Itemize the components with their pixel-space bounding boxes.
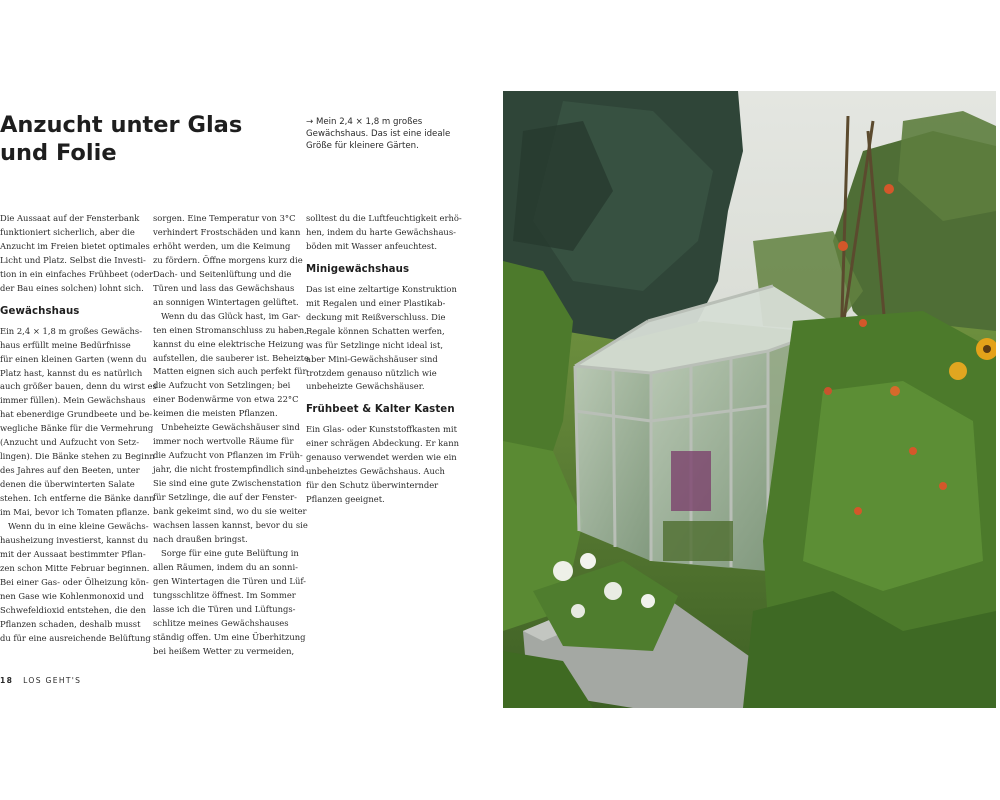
text-line: mit der Aussaat bestimmter Pflan- (0, 548, 146, 559)
text-line: hen, indem du harte Gewächshaus- (306, 226, 456, 237)
page-title-line-1: Anzucht unter Glas (0, 112, 243, 138)
text-line: lasse ich die Türen und Lüftungs- (153, 603, 296, 614)
text-line: die Aufzucht von Pflanzen im Früh- (153, 450, 303, 461)
text-line: schlitze meines Gewächshauses (153, 617, 289, 628)
text-line: bei heißem Wetter zu vermeiden, (153, 645, 295, 656)
running-section-title: LOS GEHT'S (23, 676, 82, 685)
text-line: für Setzlinge, die auf der Fenster- (153, 492, 297, 503)
gewaechshaus-paragraph (0, 325, 157, 646)
text-line: für einen kleinen Garten (wenn du (0, 353, 147, 364)
text-line: auch größer bauen, denn du wirst es (0, 381, 157, 392)
text-line: an sonnigen Wintertagen gelüftet. (153, 296, 299, 307)
greenhouse-photo (503, 91, 996, 708)
text-line: deckung mit Reißverschluss. Die (306, 311, 446, 322)
text-line: Pflanzen geeignet. (306, 494, 385, 505)
text-line: immer noch wertvolle Räume für (153, 436, 294, 447)
text-line: hat ebenerdige Grundbeete und be- (0, 409, 153, 420)
arrow-icon: → (306, 117, 314, 127)
text-line: ständig offen. Um eine Überhitzung (153, 631, 306, 642)
text-line: Ein Glas- oder Kunststoffkasten mit (306, 424, 457, 435)
text-line: hausheizung investierst, kannst du (0, 534, 149, 545)
text-line: böden mit Wasser anfeuchtest. (306, 240, 438, 251)
text-line: jahr, die nicht frostempfindlich sind. (153, 464, 308, 475)
text-line: stehen. Ich entferne die Bänke dann (0, 493, 155, 504)
text-line: ten einen Stromanschluss zu haben, (153, 324, 307, 335)
text-line: aber Mini-Gewächshäuser sind (306, 353, 438, 364)
text-line: Türen und lass das Gewächshaus (153, 282, 295, 293)
text-line: Wenn du in eine kleine Gewächs- (0, 521, 149, 532)
text-line: Sorge für eine gute Belüftung in (153, 547, 299, 558)
section-heading-fruehbeet: Frühbeet & Kalter Kasten (306, 404, 455, 416)
text-line: immer füllen). Mein Gewächshaus (0, 395, 146, 406)
text-line: Dach- und Seitenlüftung und die (153, 268, 292, 279)
text-line: nach draußen bringst. (153, 533, 248, 544)
text-line: kannst du eine elektrische Heizung (153, 338, 304, 349)
intro-paragraph (0, 212, 154, 296)
text-line: unbeheiztes Gewächshaus. Auch (306, 466, 445, 477)
text-line: genauso verwendet werden wie ein (306, 452, 457, 463)
text-line: haus erfüllt meine Bedürfnisse (0, 339, 131, 350)
text-line: nen Gase wie Kohlenmonoxid und (0, 590, 144, 601)
text-line: für den Schutz überwinternder (306, 480, 439, 491)
text-line: des Jahres auf den Beeten, unter (0, 465, 140, 476)
text-line: tion in ein einfaches Frühbeet (oder (0, 268, 154, 279)
text-column-3 (306, 212, 462, 507)
text-line: allen Räumen, indem du an sonni- (153, 561, 298, 572)
text-line: tungsschlitze öffnest. Im Sommer (153, 589, 296, 600)
page-number: 18 (0, 676, 14, 685)
text-line: was für Setzlinge nicht ideal ist, (306, 339, 444, 350)
text-line: funktioniert sicherlich, aber die (0, 226, 135, 237)
page-title (0, 111, 300, 167)
text-line: Schwefeldioxid entstehen, die den (0, 604, 146, 615)
page-title-line-2: und Folie (0, 140, 117, 166)
text-line: zen schon Mitte Februar beginnen. (0, 562, 150, 573)
text-line: wegliche Bänke für die Vermehrung (0, 423, 154, 434)
text-line: unbeheizte Gewächshäuser. (306, 381, 425, 392)
text-line: Pflanzen schaden, deshalb musst (0, 618, 141, 629)
text-line: Matten eignen sich auch perfekt für (153, 366, 307, 377)
text-line: bank gekeimt sind, wo du sie weiter (153, 506, 307, 517)
section-heading-gewaechshaus: Gewächshaus (0, 305, 80, 317)
text-line: im Mai, bevor ich Tomaten pflanze. (0, 507, 150, 518)
text-line: einer Bodenwärme von etwa 22°C (153, 394, 299, 405)
text-line: Das ist eine zeltartige Konstruktion (306, 283, 457, 294)
text-line: Regale können Schatten werfen, (306, 325, 445, 336)
text-line: verhindert Frostschäden und kann (153, 226, 301, 237)
text-line: der Bau eines solchen) lohnt sich. (0, 282, 144, 293)
text-line: Licht und Platz. Selbst die Investi- (0, 254, 146, 265)
section-heading-minigewaechshaus: Minigewächshaus (306, 263, 410, 275)
text-line: sorgen. Eine Temperatur von 3°C (153, 213, 296, 223)
text-line: die Aufzucht von Setzlingen; bei (153, 380, 291, 391)
text-line: denen die überwinterten Salate (0, 479, 135, 490)
text-line: (Anzucht und Aufzucht von Setz- (0, 437, 140, 448)
text-line: du für eine ausreichende Belüftung (0, 632, 151, 643)
text-line: Unbeheizte Gewächshäuser sind (153, 422, 300, 433)
text-line: Ein 2,4 × 1,8 m großes Gewächs- (0, 325, 143, 336)
text-line: aufstellen, die sauberer ist. Beheizte (153, 352, 309, 363)
text-line: wachsen lassen kannst, bevor du sie (153, 519, 308, 530)
text-line: keimen die meisten Pflanzen. (153, 408, 278, 419)
text-line: einer schrägen Abdeckung. Er kann (306, 438, 460, 449)
text-line: Sie sind eine gute Zwischenstation (153, 478, 302, 489)
caption-line-3: Größe für kleinere Gärten. (306, 141, 419, 151)
text-line: erhöht werden, um die Keimung (153, 240, 291, 251)
text-line: gen Wintertagen die Türen und Lüf- (153, 575, 307, 586)
text-line: zu fördern. Öffne morgens kurz die (153, 254, 303, 265)
text-line: solltest du die Luftfeuchtigkeit erhö- (306, 213, 462, 223)
text-line: Die Aussaat auf der Fensterbank (0, 213, 140, 223)
text-line: lingen). Die Bänke stehen zu Beginn (0, 451, 155, 462)
greenhouse-illustration (503, 91, 996, 708)
text-line: Platz hast, kannst du es natürlich (0, 367, 143, 378)
text-line: Bei einer Gas- oder Ölheizung kön- (0, 576, 149, 587)
text-line: trotzdem genauso nützlich wie (306, 367, 437, 378)
photo-caption (306, 116, 456, 152)
caption-line-1: → Mein 2,4 × 1,8 m großes (306, 117, 423, 127)
text-column-2 (153, 212, 309, 659)
text-line: Anzucht im Freien bietet optimales (0, 240, 150, 251)
page-footer (0, 676, 81, 685)
text-line: mit Regalen und einer Plastikab- (306, 297, 446, 308)
text-line: Wenn du das Glück hast, im Gar- (153, 310, 301, 321)
caption-line-2: Gewächshaus. Das ist eine ideale (306, 129, 451, 139)
text-column-1 (0, 212, 157, 646)
